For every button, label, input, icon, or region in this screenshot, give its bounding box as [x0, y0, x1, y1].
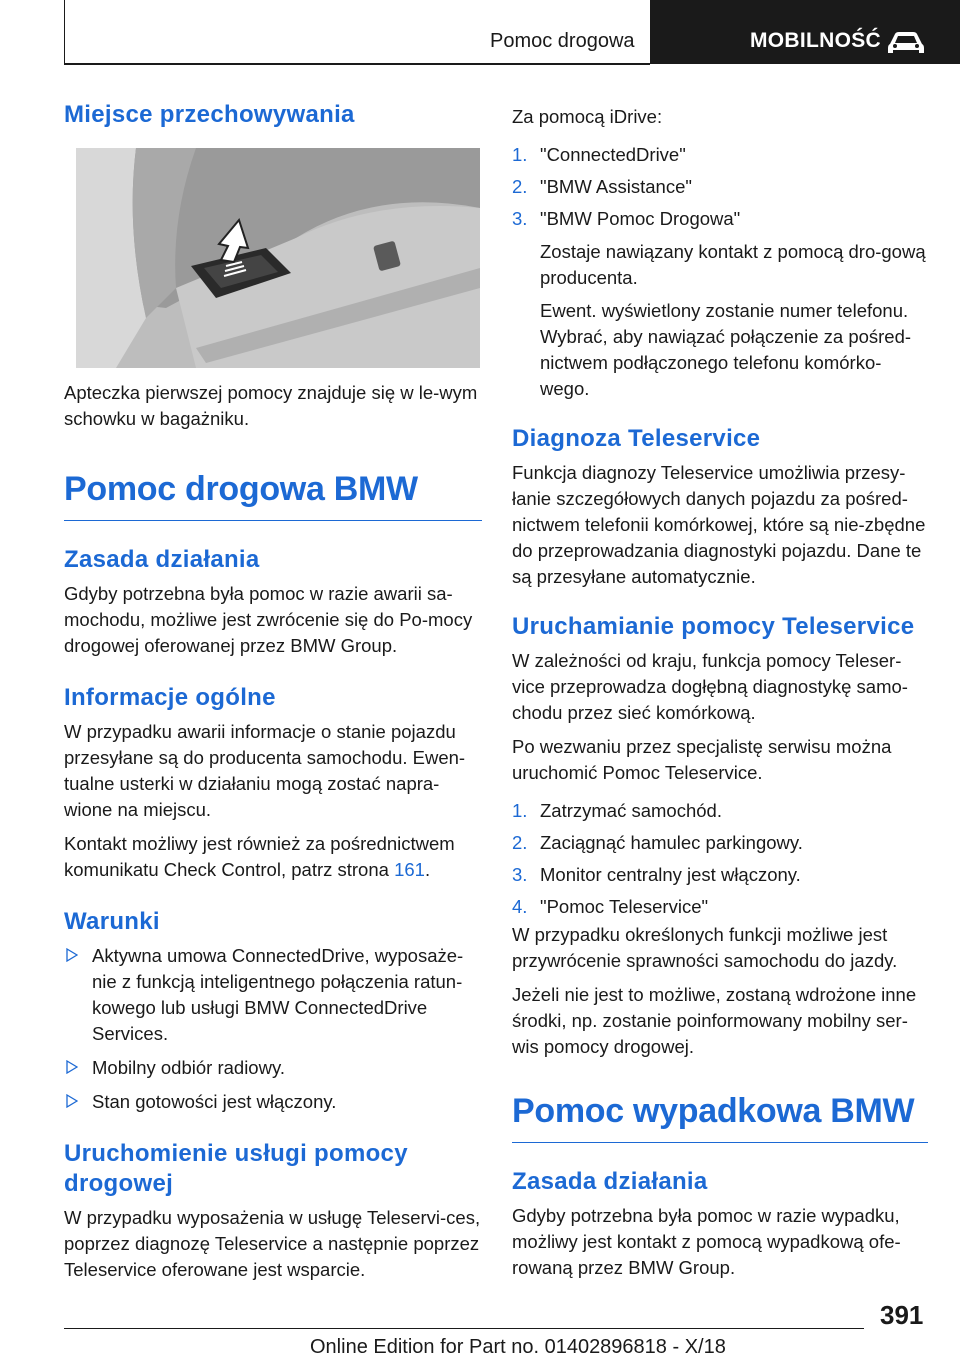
list-item: 3. Monitor centralny jest włączony.	[512, 864, 801, 885]
principle-heading: Zasada działania	[64, 546, 260, 573]
diagnosis-heading: Diagnoza Teleservice	[512, 425, 761, 452]
triangle-bullet-icon	[66, 1094, 78, 1108]
header-section-title: Pomoc drogowa	[490, 30, 635, 52]
launch-text-functions: W przypadku określonych funkcji możliwe jest przywrócenie sprawności samochodu do jazdy.	[512, 924, 898, 971]
start-service-text: W przypadku wyposażenia w usługę Teleservi-ces, poprzez diagnozę Teleservice a następnie poprzez Teleservice oferowane jest wsparcie.	[64, 1207, 481, 1280]
page-number: 391	[880, 1300, 924, 1330]
storage-heading: Miejsce przechowywania	[64, 101, 355, 128]
diagnosis-text: Funkcja diagnozy Teleservice umożliwia przesy-łanie szczegółowych danych pojazdu za pośred-nictwem telefonii komórkowej, które są nie-zbędne do przeprowadzania diagnostyki pojazdu. Dane te są przesyłane automatycznie.	[512, 462, 926, 587]
conditions-heading: Warunki	[64, 908, 160, 935]
first-aid-kit-photo	[76, 148, 480, 368]
accident-assistance-heading: Pomoc wypadkowa BMW	[512, 1090, 928, 1143]
triangle-bullet-icon	[66, 948, 78, 962]
list-item: Stan gotowości jest włączony.	[64, 1089, 482, 1115]
check-control-text: Kontakt możliwy jest również za pośrednictwem komunikatu Check Control, patrz strona 161.	[64, 833, 455, 880]
header-divider-bottom	[64, 63, 650, 65]
right-column	[512, 104, 928, 1281]
start-service-heading: Uruchomienie usługi pomocy drogowej	[64, 1140, 408, 1197]
header-chapter-title: MOBILNOŚĆ	[750, 29, 882, 52]
list-item: Aktywna umowa ConnectedDrive, wyposaże-nie z funkcją inteligentnego połączenia ratun-kowego lub usługi BMW ConnectedDrive Services.	[64, 943, 482, 1047]
list-item: 4. "Pomoc Teleservice"	[512, 896, 709, 917]
idrive-intro: Za pomocą iDrive:	[512, 106, 663, 127]
conditions-list	[64, 943, 482, 1115]
launch-text-specialist: Po wezwaniu przez specjalistę serwisu można uruchomić Pomoc Teleservice.	[512, 736, 892, 783]
launch-text-country: W zależności od kraju, funkcja pomocy Teleser-vice przeprowadza dogłębną diagnostykę samo-chodu przez sieć komórkową.	[512, 650, 908, 723]
list-item: 3. "BMW Pomoc Drogowa" Zostaje nawiązany kontakt z pomocą dro-gową producenta. Ewent. wyświetlony zostanie numer telefonu. Wybrać, aby nawiązać połączenie za pośred-nictwem podłączonego telefonu komórko-wego.	[512, 206, 928, 402]
list-item: 1. Zatrzymać samochód.	[512, 800, 722, 821]
list-item: 1. "ConnectedDrive"	[512, 144, 686, 165]
idrive-steps	[512, 142, 928, 402]
launch-text-fallback: Jeżeli nie jest to możliwe, zostaną wdrożone inne środki, np. zostanie poinformowany mobilny ser-wis pomocy drogowej.	[512, 984, 917, 1057]
left-column	[64, 100, 482, 1283]
list-item: 2. "BMW Assistance"	[512, 176, 692, 197]
roadside-assistance-heading: Pomoc drogowa BMW	[64, 468, 482, 521]
footer-divider	[64, 1328, 864, 1329]
accident-principle-heading: Zasada działania	[512, 1168, 708, 1195]
step3-note-phone: Ewent. wyświetlony zostanie numer telefonu. Wybrać, aby nawiązać połączenie za pośred-nictwem podłączonego telefonu komórko-wego.	[540, 300, 912, 399]
accident-principle-text: Gdyby potrzebna była pomoc w razie wypadku, możliwy jest kontakt z pomocą wypadkową ofe-rowaną przez BMW Group.	[512, 1205, 901, 1278]
general-info-heading: Informacje ogólne	[64, 684, 276, 711]
general-info-text: W przypadku awarii informacje o stanie pojazdu przesyłane są do producenta samochodu. Ewen-tualne usterki w działaniu mogą zostać napra-wione na miejscu.	[64, 721, 466, 820]
car-icon	[886, 30, 926, 56]
triangle-bullet-icon	[66, 1060, 78, 1074]
list-item: 2. Zaciągnąć hamulec parkingowy.	[512, 832, 803, 853]
edition-note: Online Edition for Part no. 01402896818 - X/18	[310, 1336, 726, 1358]
page-link-161[interactable]: 161	[394, 859, 425, 880]
launch-steps	[512, 798, 928, 920]
step3-note-contact: Zostaje nawiązany kontakt z pomocą dro-gową producenta.	[540, 241, 926, 288]
list-item: Mobilny odbiór radiowy.	[64, 1055, 482, 1081]
storage-text: Apteczka pierwszej pomocy znajduje się w le-wym schowku w bagażniku.	[64, 382, 478, 429]
header-divider-left	[64, 0, 65, 64]
launch-teleservice-heading: Uruchamianie pomocy Teleservice	[512, 613, 915, 640]
principle-text: Gdyby potrzebna była pomoc w razie awarii sa-mochodu, możliwe jest zwrócenie się do Po-mocy drogowej oferowanej przez BMW Group.	[64, 583, 473, 656]
